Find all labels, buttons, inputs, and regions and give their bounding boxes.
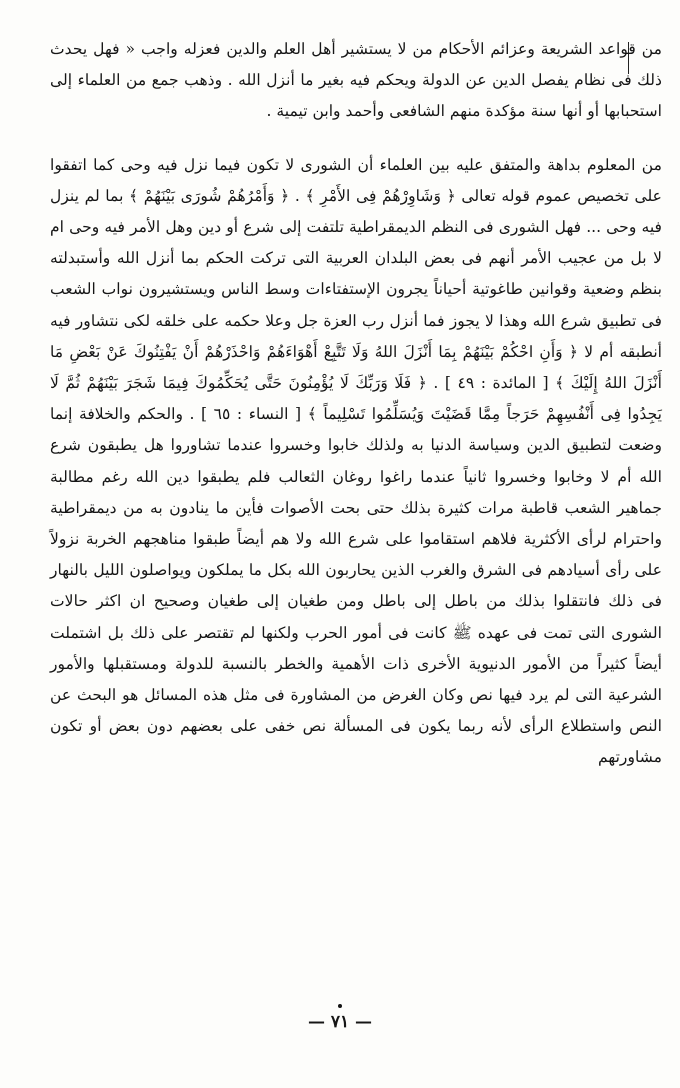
paragraph-1: من قواعد الشريعة وعزائم الأحكام من لا يستشير أهل العلم والدين فعزله واجب « فهل يحدث ذلك فى نظام يفصل الدين عن الدولة ويحكم فيه بغير ما أنزل الله . وذهب جمع من العلماء إلى استحبابها أو أنها سنة مؤكدة منهم الشافعى وأحمد وابن تيمية . (50, 40, 662, 121)
page-number: — ٧١ — (307, 1012, 373, 1032)
paragraph-2: من المعلوم بداهة والمتفق عليه بين العلماء أن الشورى لا تكون فيما نزل فيه وحى كما اتفقوا على تخصيص عموم قوله تعالى ﴿ وَشَاوِرْهُمْ فِى الأَمْرِ ﴾ . ﴿ وَأَمْرُهُمْ شُورَى بَيْنَهُمْ ﴾ بما لم ينزل فيه وحى ... فهل الشورى فى النظم الديمقراطية تلتفت إلى شرع أو دين وهل الأمر فيه وحى ام لا بل من عجيب الأمر أنهم فى بعض البلدان العربية التى تركت الحكم بما أنزل الله وأستبدلته بنظم وضعية وقوانين طاغوتية أحياناً يجرون الإستفتاءات وسط الناس ويستشيرون نواب الشعب فى تطبيق شرع الله وهذا لا يجوز فما أنزل رب العزة جل وعلا حكمه على خلقه لكى نتشاور فيه أنطبقه أم لا ﴿ وَأَنِ احْكُمْ بَيْنَهُمْ بِمَا أَنْزَلَ اللهُ وَلَا تَتَّبِعْ أَهْوَاءَهُمْ وَاحْذَرْهُمْ أَنْ يَفْتِنُوكَ عَنْ بَعْضِ مَا أَنْزَلَ اللهُ إِلَيْكَ ﴾ [ المائدة : ٤٩ ] . ﴿ فَلَا وَرَبِّكَ لَا يُؤْمِنُونَ حَتَّى يُحَكِّمُوكَ فِيمَا شَجَرَ بَيْنَهُمْ ثُمَّ لَا يَجِدُوا فِى أَنْفُسِهِمْ حَرَجاً مِمَّا قَضَيْتَ وَيُسَلِّمُوا تَسْلِيماً ﴾ [ النساء : ٦٥ ] . والحكم والخلافة إنما وضعت لتطبيق الدين وسياسة الدنيا به ولذلك خابوا وخسروا عندما تشاوروا هل يطبقون شرع الله أم لا وخابوا وخسروا ثانياً عندما راغوا روغان الثعالب فلم يطبقوا دين الله رغم مطالبة جماهير الشعب قاطبة مرات كثيرة بذلك حتى بحت الأصوات فأين ما ينادون به من ديمقراطية واحترام لرأى الأكثرية فلاهم استقاموا على شرع الله ولا هم أيضاً طبقوا مناهجهم الخربة نزولاً على رأى أسيادهم فى الشرق والغرب الذين يحاربون الله بكل ما يملكون ويواصلون الليل بالنهار فى ذلك فانتقلوا بذلك من باطل إلى باطل ومن طغيان إلى طغيان وصحيح ان اكثر حالات الشورى التى تمت فى عهده ﷺ كانت فى أمور الحرب ولكنها لم تقتصر على ذلك بل اشتملت أيضاً كثيراً من الأمور الدنيوية الأخرى ذات الأهمية والخطر بالنسبة للدولة ومستقبلها والأمور الشرعية التى لم يرد فيها نص وكان الغرض من المشاورة فى مثل هذه المسائل هو البحث عن النص واستطلاع الرأى لأنه ربما يكون فى المسألة نص خفى على بعضهم دون بعض أو تكون مشاورتهم (50, 155, 662, 767)
page-body-text (50, 34, 662, 774)
footer-dot (338, 1004, 342, 1008)
